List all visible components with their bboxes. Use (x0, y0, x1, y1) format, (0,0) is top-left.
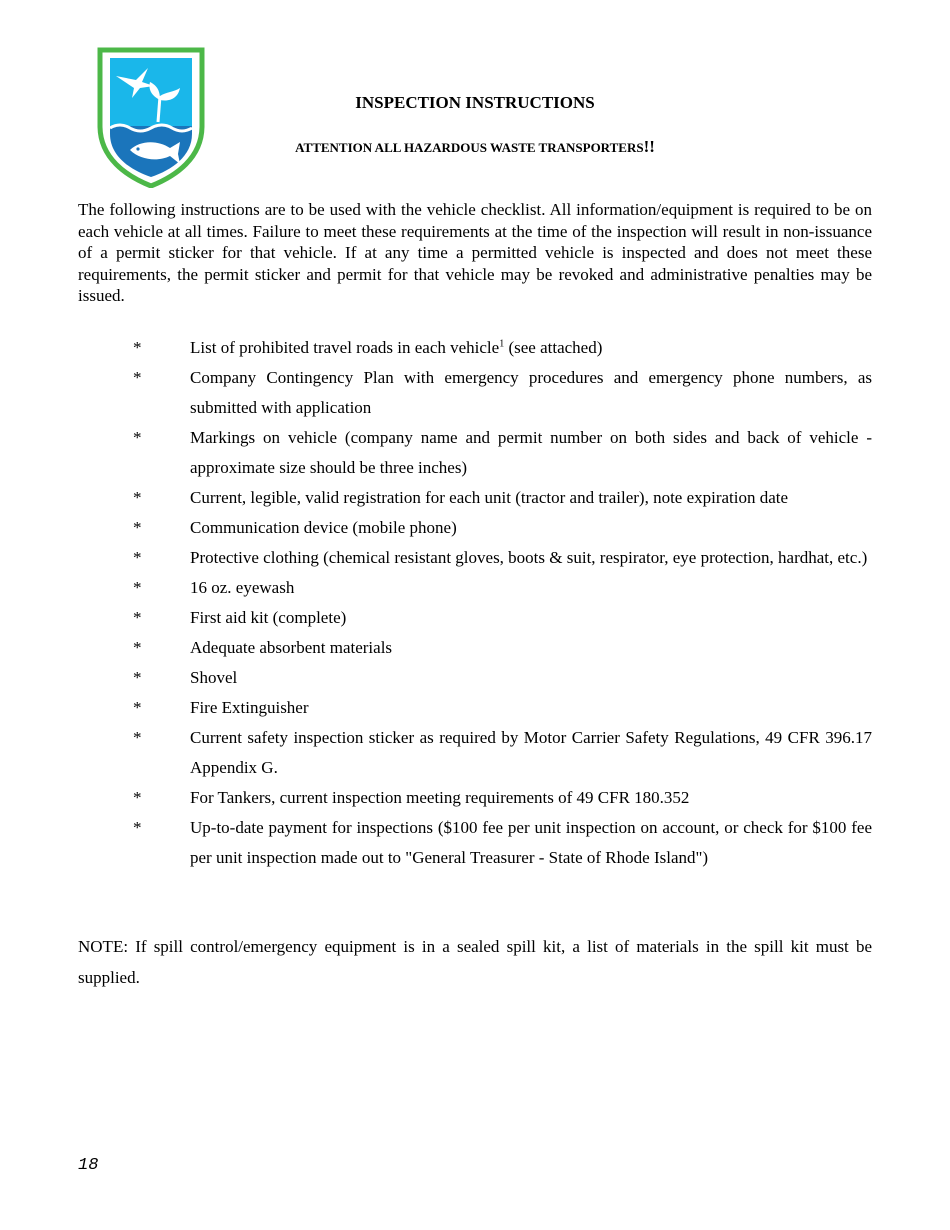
bullet-marker: * (133, 548, 142, 567)
requirements-list (78, 333, 872, 873)
item-text: For Tankers, current inspection meeting requirements of 49 CFR 180.352 (190, 788, 690, 807)
bullet-marker: * (133, 728, 142, 747)
subtitle-text: ATTENTION ALL HAZARDOUS WASTE TRANSPORTERS (295, 140, 644, 155)
list-item (78, 663, 872, 693)
item-text: Company Contingency Plan with emergency procedures and emergency phone numbers, as submitted with application (190, 368, 872, 417)
list-item (78, 423, 872, 483)
bullet-marker: * (133, 518, 142, 537)
intro-paragraph: The following instructions are to be used with the vehicle checklist. All information/equipment is required to be on each vehicle at all times. Failure to meet these requirements at the time of the inspection will result in non-issuance of a permit sticker for that vehicle. If at any time a permitted vehicle is inspected and does not meet these requirements, the permit sticker and permit for that vehicle may be revoked and administrative penalties may be issued. (78, 200, 872, 305)
subtitle-emphasis: !! (643, 137, 655, 156)
bullet-marker: * (133, 788, 142, 807)
bullet-marker: * (133, 638, 142, 657)
item-text: Communication device (mobile phone) (190, 518, 457, 537)
item-text: (see attached) (504, 338, 603, 357)
list-item (78, 693, 872, 723)
item-text: List of prohibited travel roads in each vehicle (190, 338, 500, 357)
bullet-marker: * (133, 608, 142, 627)
item-text: Protective clothing (chemical resistant gloves, boots & suit, respirator, eye protection, hardhat, etc.) (190, 548, 868, 567)
page-title: INSPECTION INSTRUCTIONS (355, 93, 595, 112)
item-text: Shovel (190, 668, 238, 687)
item-text: First aid kit (complete) (190, 608, 347, 627)
note-paragraph: NOTE: If spill control/emergency equipment is in a sealed spill kit, a list of materials in the spill kit must be supplied. (78, 937, 872, 987)
item-text: 16 oz. eyewash (190, 578, 295, 597)
list-item (78, 783, 872, 813)
bullet-marker: * (133, 428, 142, 447)
list-item (78, 723, 872, 783)
bullet-marker: * (133, 668, 142, 687)
item-text: Adequate absorbent materials (190, 638, 393, 657)
item-text: Up-to-date payment for inspections ($100 fee per unit inspection on account, or check for $100 fee per unit inspection made out to "General Treasurer - State of Rhode Island") (190, 818, 872, 867)
bullet-marker: * (133, 368, 142, 387)
list-item (78, 483, 872, 513)
page-subtitle (0, 137, 950, 157)
item-text: Current safety inspection sticker as required by Motor Carrier Safety Regulations, 49 CFR 396.17 Appendix G. (190, 728, 872, 777)
item-text: Current, legible, valid registration for each unit (tractor and trailer), note expiration date (190, 488, 789, 507)
item-text: Markings on vehicle (company name and permit number on both sides and back of vehicle - approximate size should be three inches) (190, 428, 872, 477)
shield-logo-icon (96, 46, 206, 188)
list-item (78, 633, 872, 663)
footnote-marker: 1 (499, 338, 505, 350)
bullet-marker: * (133, 818, 142, 837)
list-item (78, 573, 872, 603)
list-item (78, 333, 872, 363)
list-item (78, 513, 872, 543)
list-item (78, 363, 872, 423)
item-text: Fire Extinguisher (190, 698, 309, 717)
list-item (78, 543, 872, 573)
list-item (78, 603, 872, 633)
bullet-marker: * (133, 338, 142, 357)
list-item (78, 813, 872, 873)
bullet-marker: * (133, 578, 142, 597)
bullet-marker: * (133, 698, 142, 717)
bullet-marker: * (133, 488, 142, 507)
page-number: 18 (78, 1156, 99, 1175)
